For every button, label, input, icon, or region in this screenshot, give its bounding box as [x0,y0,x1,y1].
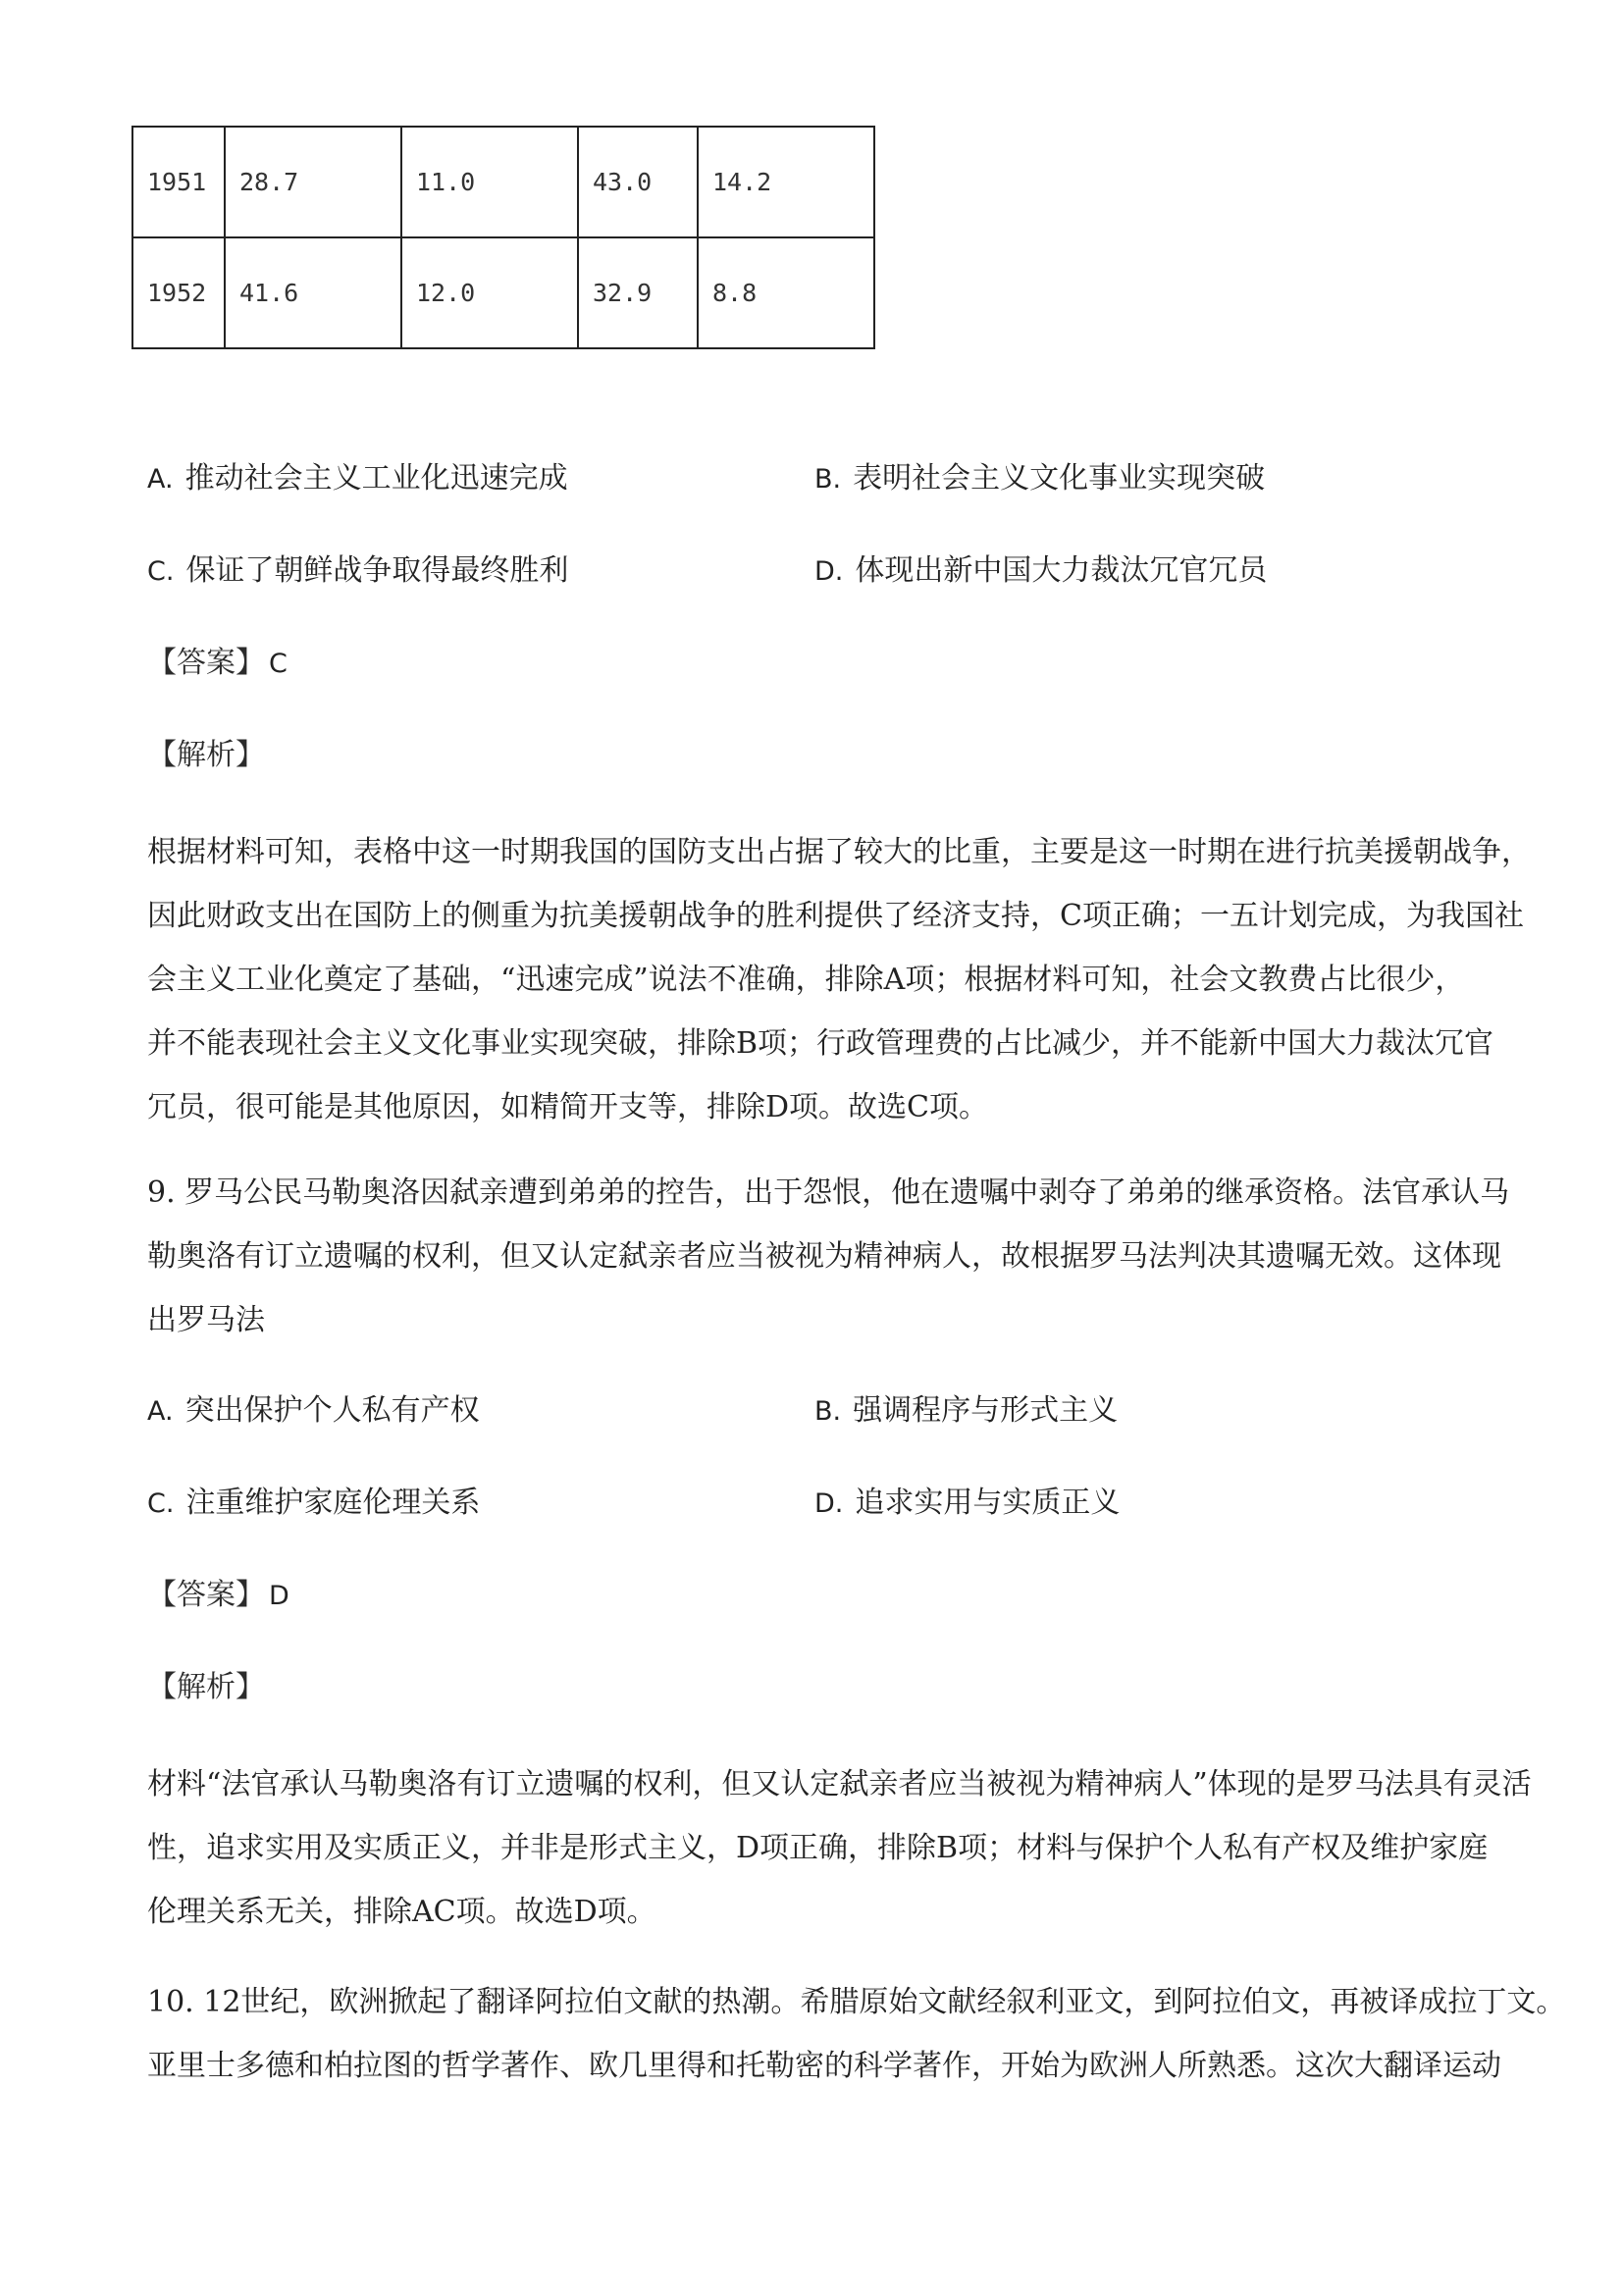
option-letter: D. [814,556,844,587]
q9-option-c [147,1484,480,1524]
q9-option-a [147,1391,480,1432]
analysis-line: 材料“法官承认马勒奥洛有订立遗嘱的权利，但又认定弑亲者应当被视为精神病人”体现的是罗马法具有灵活 [147,1767,1532,1801]
q8-option-d [814,551,1267,592]
analysis-line: 根据材料可知，表格中这一时期我国的国防支出占据了较大的比重，主要是这一时期在进行抗美援朝战争， [147,835,1531,869]
option-text: 推动社会主义工业化迅速完成 [184,461,568,496]
table-cell: 43.0 [578,127,698,237]
option-letter: D. [814,1488,844,1519]
q9-option-d [814,1484,1120,1524]
stem-line: 勒奥洛有订立遗嘱的权利，但又认定弑亲者应当被视为精神病人，故根据罗马法判决其遗嘱无效。这体现 [147,1239,1501,1274]
analysis-label: 【解析】 [147,1670,265,1704]
answer-value: C [269,649,288,679]
stem-line: 亚里士多德和柏拉图的哲学著作、欧几里得和托勒密的科学著作，开始为欧洲人所熟悉。这次大翻译运动 [147,2049,1501,2083]
table-cell: 1952 [132,237,225,348]
expenditure-table [131,126,875,349]
table-cell: 1951 [132,127,225,237]
analysis-line: 性，追求实用及实质正义，并非是形式主义，D项正确，排除B项；材料与保护个人私有产权及维护家庭 [147,1831,1489,1865]
option-letter: A. [147,1396,174,1427]
stem-line: 9. 罗马公民马勒奥洛因弑亲遭到弟弟的控告，出于怨恨，他在遗嘱中剥夺了弟弟的继承资格。法官承认马 [147,1175,1510,1210]
q8-option-c [147,551,568,592]
analysis-line: 并不能表现社会主义文化事业实现突破，排除B项；行政管理费的占比减少，并不能新中国大力裁汰冗官 [147,1026,1494,1061]
q8-answer [147,644,288,684]
table-cell: 28.7 [225,127,401,237]
q8-option-b [814,459,1265,499]
option-letter: C. [147,1488,175,1519]
q10-stem [147,1970,1566,2098]
option-letter: B. [814,464,842,495]
table-cell: 8.8 [698,237,874,348]
table-row [132,127,874,237]
answer-label: 【答案】 [147,1578,265,1612]
q9-analysis-label [147,1668,265,1707]
analysis-line: 因此财政支出在国防上的侧重为抗美援朝战争的胜利提供了经济支持，C项正确；一五计划完成，为我国社 [147,899,1524,933]
analysis-line: 会主义工业化奠定了基础，“迅速完成”说法不准确，排除A项；根据材料可知，社会文教费占比很少， [147,963,1465,997]
q9-stem [147,1161,1511,1352]
table-cell: 14.2 [698,127,874,237]
option-text: 注重维护家庭伦理关系 [185,1486,481,1520]
option-text: 保证了朝鲜战争取得最终胜利 [185,553,569,588]
answer-value: D [269,1581,289,1611]
q8-analysis-label [147,736,265,775]
q9-analysis [147,1752,1532,1944]
option-text: 追求实用与实质正义 [855,1486,1121,1520]
table-cell: 32.9 [578,237,698,348]
table-cell: 11.0 [401,127,578,237]
q8-option-a [147,459,568,499]
option-text: 表明社会主义文化事业实现突破 [853,461,1266,496]
analysis-line: 伦理关系无关，排除AC项。故选D项。 [147,1895,656,1929]
option-text: 突出保护个人私有产权 [184,1393,480,1428]
option-letter: C. [147,556,175,587]
stem-line: 出罗马法 [147,1303,265,1337]
stem-line: 10. 12世纪，欧洲掀起了翻译阿拉伯文献的热潮。希腊原始文献经叙利亚文，到阿拉伯文，再被译成拉丁文。 [147,1985,1566,2019]
answer-label: 【答案】 [147,646,265,680]
option-text: 强调程序与形式主义 [853,1393,1119,1428]
table-row [132,237,874,348]
analysis-line: 冗员，很可能是其他原因，如精简开支等，排除D项。故选C项。 [147,1090,989,1124]
option-text: 体现出新中国大力裁汰冗官冗员 [855,553,1268,588]
q8-analysis [147,820,1531,1139]
q9-option-b [814,1391,1118,1432]
option-letter: A. [147,464,174,495]
q9-answer [147,1576,289,1616]
option-letter: B. [814,1396,842,1427]
table-cell: 41.6 [225,237,401,348]
table-cell: 12.0 [401,237,578,348]
analysis-label: 【解析】 [147,738,265,772]
